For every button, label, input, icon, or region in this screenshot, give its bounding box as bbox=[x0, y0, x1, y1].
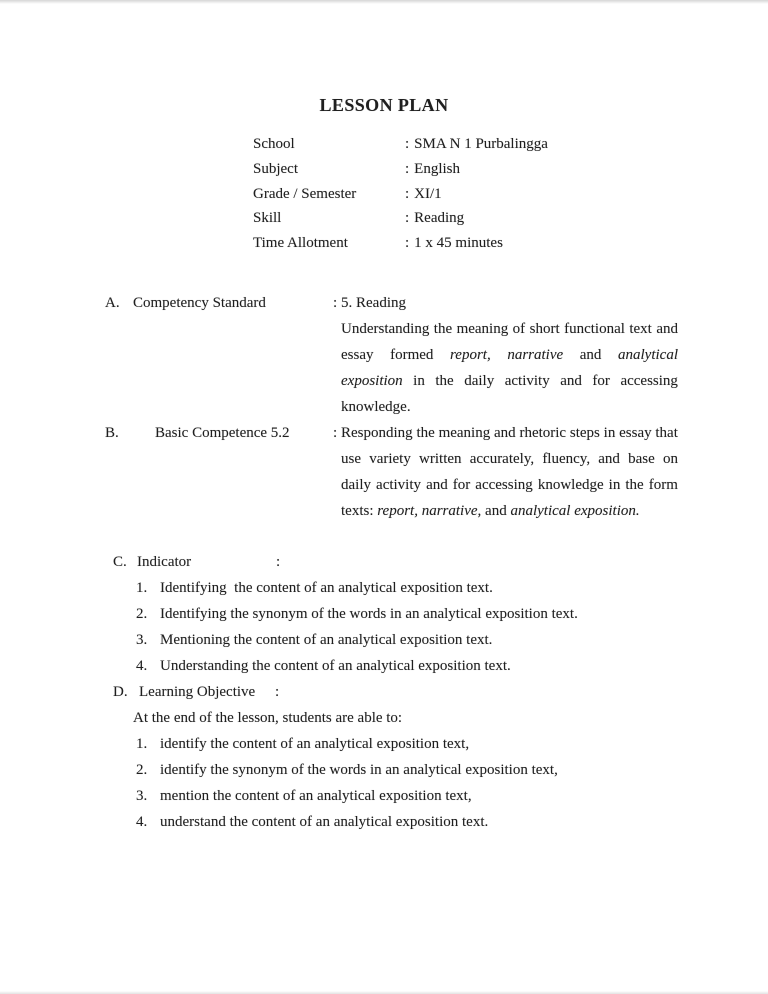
meta-row bbox=[253, 132, 683, 157]
word: Understanding bbox=[341, 321, 430, 337]
word: essay bbox=[341, 347, 374, 363]
section-letter: B. bbox=[105, 425, 119, 441]
item-text: identify the synonym of the words in an analytical exposition text, bbox=[160, 762, 558, 778]
word: the bbox=[625, 477, 644, 493]
meta-row bbox=[253, 157, 683, 182]
item-number: 1. bbox=[136, 736, 148, 752]
section-separator: : bbox=[275, 684, 280, 700]
section-letter: D. bbox=[113, 684, 128, 700]
item-number: 3. bbox=[136, 632, 148, 648]
word: fluency, bbox=[542, 451, 591, 467]
text-line bbox=[341, 342, 678, 368]
word: variety bbox=[369, 451, 411, 467]
section-letter: C. bbox=[113, 554, 127, 570]
meta-row bbox=[253, 182, 683, 207]
section-letter: A. bbox=[105, 295, 120, 311]
list-item bbox=[0, 757, 768, 783]
word: for bbox=[452, 477, 471, 493]
meta-label: Time Allotment bbox=[253, 235, 348, 252]
item-number: 2. bbox=[136, 762, 148, 778]
word: analytical bbox=[510, 503, 571, 519]
item-text: identify the content of an analytical exposition text, bbox=[160, 736, 470, 752]
meta-block bbox=[253, 132, 683, 256]
section-separator: : bbox=[333, 295, 338, 311]
word: base bbox=[628, 451, 655, 467]
meta-value: SMA N 1 Purbalingga bbox=[414, 136, 548, 152]
word: in bbox=[603, 425, 616, 441]
word: and bbox=[656, 321, 678, 337]
list-item bbox=[0, 601, 768, 627]
text-line bbox=[341, 368, 678, 394]
list-item bbox=[0, 783, 768, 809]
section-body bbox=[341, 290, 678, 420]
word: that bbox=[655, 425, 678, 441]
word: and bbox=[494, 425, 516, 441]
meta-value: English bbox=[414, 160, 461, 177]
meta-colon-value bbox=[405, 231, 503, 256]
meta-colon-value bbox=[405, 206, 464, 231]
word: the bbox=[433, 321, 453, 337]
word: exposition bbox=[341, 373, 403, 389]
word: knowledge. bbox=[341, 399, 411, 415]
item-text: understand the content of an analytical exposition text. bbox=[160, 814, 489, 830]
word: and bbox=[485, 503, 507, 519]
word: short bbox=[529, 321, 560, 337]
word: and bbox=[560, 373, 582, 389]
section-label: Basic Competence 5.2 bbox=[155, 425, 290, 441]
item-number: 3. bbox=[136, 788, 148, 804]
item-text: Identifying the synonym of the words in an analytical exposition text. bbox=[160, 606, 578, 622]
meta-separator: : bbox=[405, 160, 410, 177]
meta-value: XI/1 bbox=[414, 185, 442, 202]
section-label: Indicator bbox=[137, 554, 192, 570]
meta-label: Grade / Semester bbox=[253, 185, 357, 202]
text-line bbox=[341, 446, 678, 472]
word: the bbox=[435, 373, 454, 389]
meta-separator: : bbox=[405, 136, 410, 152]
word: exposition. bbox=[574, 503, 640, 519]
meta-separator: : bbox=[405, 185, 410, 202]
word: daily bbox=[341, 477, 371, 493]
section-separator: : bbox=[276, 554, 281, 570]
item-text: Identifying the content of an analytical exposition text. bbox=[160, 580, 493, 596]
meta-separator: : bbox=[405, 210, 410, 227]
meta-value: 1 x 45 minutes bbox=[414, 235, 503, 252]
word: text bbox=[629, 321, 652, 337]
text-line bbox=[341, 394, 678, 420]
word: written bbox=[419, 451, 462, 467]
meta-colon-value bbox=[405, 182, 442, 207]
word: Reading bbox=[356, 295, 406, 311]
text-line bbox=[341, 420, 678, 446]
word: report, bbox=[450, 347, 491, 363]
section-separator: : bbox=[333, 425, 338, 441]
word: use bbox=[341, 451, 361, 467]
word: meaning bbox=[438, 425, 491, 441]
word: 5. bbox=[341, 295, 353, 311]
word: meaning bbox=[456, 321, 509, 337]
list-item bbox=[0, 653, 768, 679]
word: functional bbox=[564, 321, 625, 337]
word: steps bbox=[569, 425, 600, 441]
list-item bbox=[0, 809, 768, 835]
meta-label: Skill bbox=[253, 210, 282, 227]
word: narrative bbox=[507, 347, 564, 363]
meta-label: School bbox=[253, 136, 295, 152]
document-title: LESSON PLAN bbox=[319, 95, 449, 115]
word: texts: bbox=[341, 503, 374, 519]
word: of bbox=[512, 321, 526, 337]
word: the bbox=[416, 425, 435, 441]
objective-list bbox=[0, 731, 768, 835]
list-item bbox=[0, 731, 768, 757]
indicator-list bbox=[0, 575, 768, 679]
objective-intro: At the end of the lesson, students are able to: bbox=[133, 710, 403, 726]
meta-separator: : bbox=[405, 235, 410, 252]
word: accurately, bbox=[469, 451, 535, 467]
list-item bbox=[0, 575, 768, 601]
word: in bbox=[608, 477, 621, 493]
item-number: 1. bbox=[136, 580, 148, 596]
word: on bbox=[662, 451, 678, 467]
section-label: Learning Objective bbox=[139, 684, 256, 700]
item-number: 4. bbox=[136, 814, 148, 830]
word: Responding bbox=[341, 425, 413, 441]
section-label: Competency Standard bbox=[133, 295, 266, 311]
word: and bbox=[426, 477, 448, 493]
word: analytical bbox=[618, 347, 678, 363]
text-line bbox=[341, 290, 678, 316]
item-text: Understanding the content of an analytical exposition text. bbox=[160, 658, 511, 674]
word: accessing bbox=[475, 477, 533, 493]
item-number: 2. bbox=[136, 606, 148, 622]
word: daily bbox=[464, 373, 495, 389]
word: for bbox=[592, 373, 610, 389]
word: and bbox=[579, 347, 602, 363]
meta-colon-value bbox=[405, 157, 460, 182]
item-text: mention the content of an analytical exposition text, bbox=[160, 788, 472, 804]
word: essay bbox=[619, 425, 652, 441]
meta-label: Subject bbox=[253, 160, 298, 177]
word: knowledge bbox=[537, 477, 604, 493]
word: form bbox=[648, 477, 678, 493]
section-body bbox=[341, 420, 678, 524]
list-item bbox=[0, 627, 768, 653]
word: activity bbox=[376, 477, 422, 493]
word: accessing bbox=[620, 373, 678, 389]
text-line bbox=[341, 316, 678, 342]
item-text: Mentioning the content of an analytical exposition text. bbox=[160, 632, 493, 648]
word: and bbox=[598, 451, 620, 467]
word: in bbox=[413, 373, 425, 389]
meta-row bbox=[253, 231, 683, 256]
word: narrative, bbox=[421, 503, 482, 519]
word: report, bbox=[377, 503, 418, 519]
text-line bbox=[341, 498, 678, 524]
meta-value: Reading bbox=[414, 210, 465, 227]
word: formed bbox=[390, 347, 434, 363]
meta-row bbox=[253, 206, 683, 231]
item-number: 4. bbox=[136, 658, 148, 674]
word: rhetoric bbox=[519, 425, 567, 441]
meta-colon-value bbox=[405, 132, 548, 157]
text-line bbox=[341, 472, 678, 498]
word: activity bbox=[504, 373, 550, 389]
